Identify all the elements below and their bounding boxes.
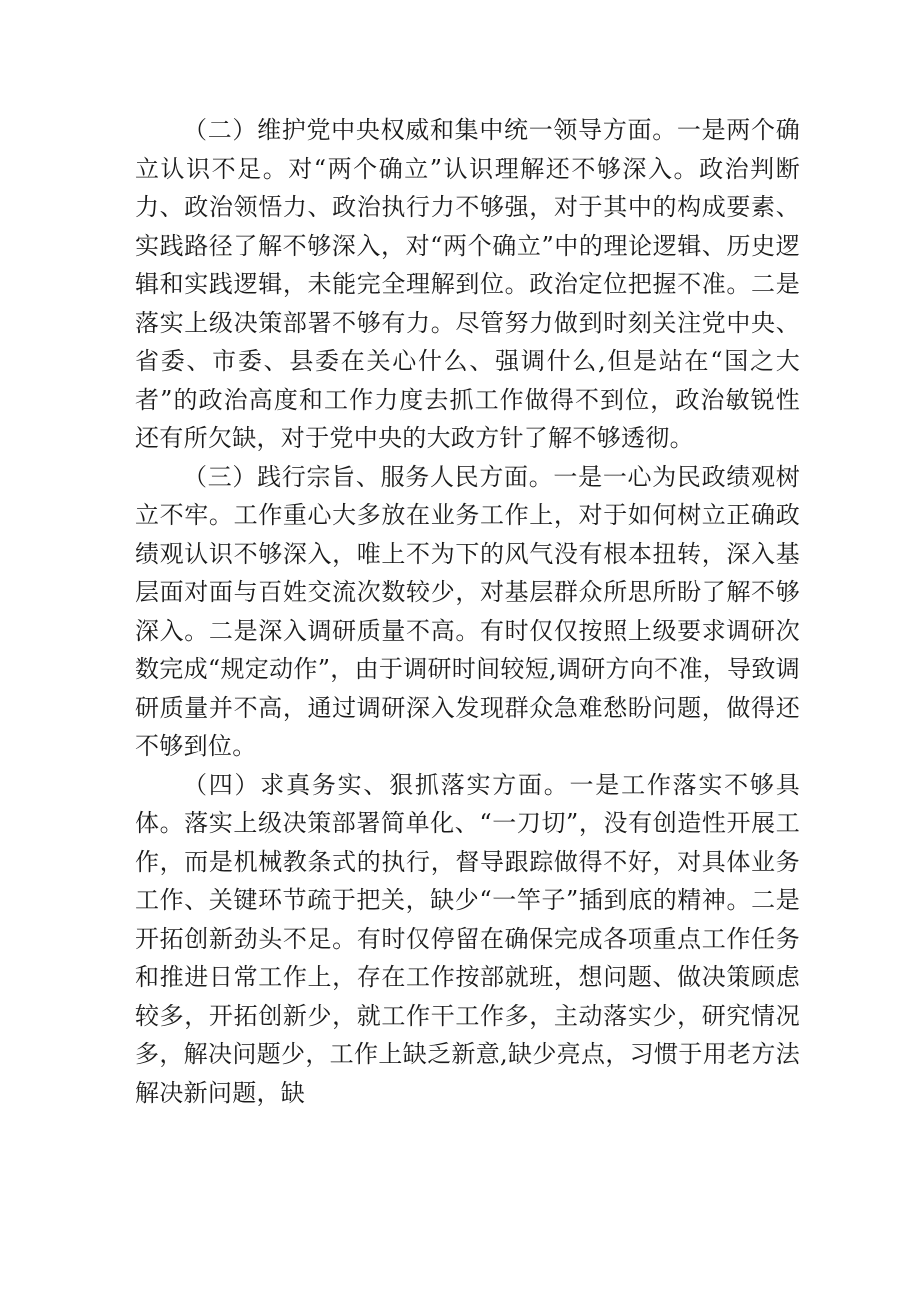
paragraph-section-2: （二）维护党中央权威和集中统一领导方面。一是两个确立认识不足。对“两个确立”认识理解还不够深入。政治判断力、政治领悟力、政治执行力不够强，对于其中的构成要素、实践路径了解不够深入，对“两个确立”中的理论逻辑、历史逻辑和实践逻辑，未能完全理解到位。政治定位把握不准。二是落实上级决策部署不够有力。尽管努力做到时刻关注党中央、省委、市委、县委在关心什么、强调什么,但是站在“国之大者”的政治高度和工作力度去抓工作做得不到位，政治敏锐性还有所欠缺，对于党中央的大政方针了解不够透彻。 [135, 116, 800, 452]
paragraph-section-3: （三）践行宗旨、服务人民方面。一是一心为民政绩观树立不牢。工作重心大多放在业务工作上，对于如何树立正确政绩观认识不够深入，唯上不为下的风气没有根本扭转，深入基层面对面与百姓交流次数较少，对基层群众所思所盼了解不够深入。二是深入调研质量不高。有时仅仅按照上级要求调研次数完成“规定动作”，由于调研时间较短,调研方向不准，导致调研质量并不高，通过调研深入发现群众急难愁盼问题，做得还不够到位。 [135, 462, 800, 760]
document-body [135, 111, 800, 1112]
paragraph-section-4: （四）求真务实、狠抓落实方面。一是工作落实不够具体。落实上级决策部署简单化、“一刀切”，没有创造性开展工作，而是机械教条式的执行，督导跟踪做得不好，对具体业务工作、关键环节疏于把关，缺少“一竿子”插到底的精神。二是开拓创新劲头不足。有时仅停留在确保完成各项重点工作任务和推进日常工作上，存在工作按部就班，想问题、做决策顾虑较多，开拓创新少，就工作干工作多，主动落实少，研究情况多，解决问题少，工作上缺乏新意,缺少亮点，习惯于用老方法解决新问题，缺 [135, 770, 800, 1107]
